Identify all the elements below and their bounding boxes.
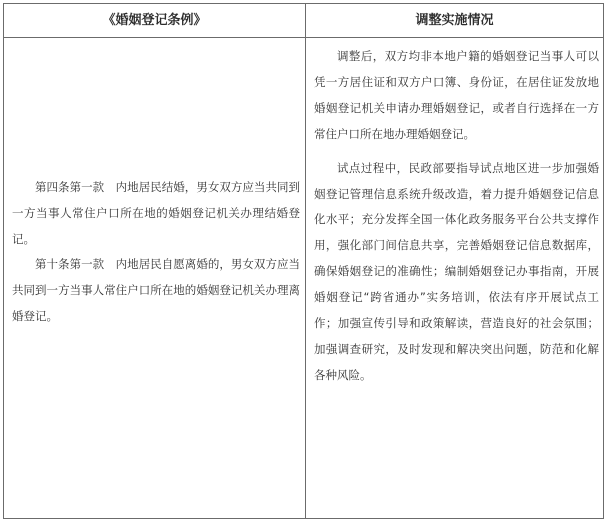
- regulation-cell: [12, 175, 300, 330]
- implementation-paragraph-pilot: 试点过程中，民政部要指导试点地区进一步加强婚姻登记管理信息系统升级改造，着力提升婚姻登记信息化水平；充分发挥全国一体化政务服务平台公共支撑作用，强化部门间信息共享，完善婚姻登记信息数据库，确保婚姻登记的准确性；编制婚姻登记办事指南，开展婚姻登记“跨省通办”实务培训，依法有序开展试点工作；加强宣传引导和政策解读，营造良好的社会氛围；加强调查研究，及时发现和解决突出问题，防范和化解各种风险。: [314, 160, 599, 382]
- table-header-row: [4, 4, 603, 38]
- regulation-article-4: 第四条第一款 内地居民结婚，男女双方应当共同到一方当事人常住户口所在地的婚姻登记机关办理结婚登记。: [12, 180, 300, 246]
- comparison-table: [3, 3, 604, 519]
- regulation-article-10: 第十条第一款 内地居民自愿离婚的，男女双方应当共同到一方当事人常住户口所在地的婚姻登记机关办理离婚登记。: [12, 257, 300, 323]
- header-regulation: 《婚姻登记条例》: [102, 13, 207, 28]
- implementation-paragraph-adjustment: 调整后，双方均非本地户籍的婚姻登记当事人可以凭一方居住证和双方户口簿、身份证，在居住证发放地婚姻登记机关申请办理婚姻登记，或者自行选择在一方常住户口所在地办理婚姻登记。: [314, 49, 599, 141]
- implementation-cell: [314, 44, 599, 389]
- column-divider: [305, 4, 306, 518]
- header-implementation: 调整实施情况: [415, 13, 494, 28]
